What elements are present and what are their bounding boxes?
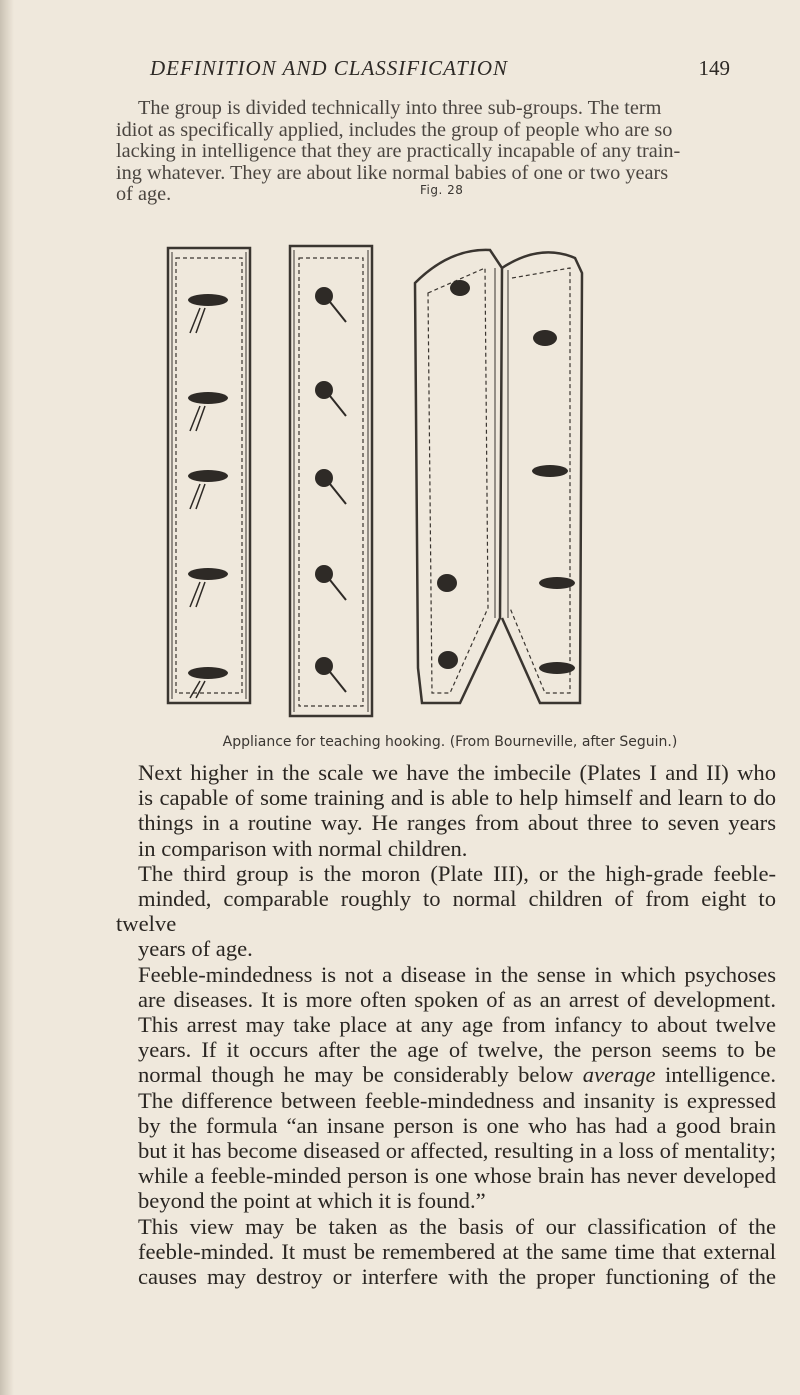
running-head-title: DEFINITION AND CLASSIFICATION (150, 56, 509, 80)
text-line: is capable of some training and is able to help himself and learn to do (138, 785, 776, 811)
text-line: things in a routine way. He ranges from about three to seven years (138, 810, 776, 836)
intro-line: The group is divided technically into three sub-groups. The term (138, 97, 662, 119)
paragraph-classification (116, 1214, 776, 1290)
page-number: 149 (698, 56, 730, 80)
intro-line: lacking in intelligence that they are practically incapable of any train- (116, 140, 681, 162)
text-line: years of age. (138, 936, 253, 962)
intro-line: idiot as specifically applied, includes the group of people who are so (116, 118, 673, 141)
emphasis-average: average (582, 1062, 656, 1088)
intro-line: ing whatever. They are about like normal babies of one or two years (116, 161, 669, 184)
page-binding-shadow (0, 0, 14, 1395)
text-line: beyond the point at which it is found.” (138, 1188, 486, 1214)
body-text (116, 760, 776, 1289)
hooks-middle (315, 287, 333, 675)
intro-line: of age. (116, 183, 172, 205)
text-line: while a feeble-minded person is one whose brain has never developed (138, 1163, 776, 1189)
text-line-with-emphasis (116, 1062, 776, 1087)
figure-caption: Appliance for teaching hooking. (From Bourneville, after Seguin.) (222, 734, 678, 750)
paragraph-imbecile (116, 760, 776, 861)
text-line: This view may be taken as the basis of our classification of the (138, 1213, 776, 1239)
text-line: but it has become diseased or affected, resulting in a loss of mentality; (138, 1138, 776, 1164)
text-line: in comparison with normal children. (138, 835, 468, 861)
text-line: The difference between feeble-mindedness and insanity is expressed (138, 1087, 776, 1113)
text-segment: normal though he may be considerably below (138, 1062, 574, 1088)
hooks-left (188, 294, 228, 679)
text-line: by the formula “an insane person is one who has had a good brain (138, 1112, 776, 1138)
paragraph-moron (116, 861, 776, 962)
text-line: The third group is the moron (Plate III), or the high-grade feeble- (138, 860, 776, 886)
text-line: causes may destroy or interfere with the proper functioning of the (138, 1264, 776, 1290)
text-line: years. If it occurs after the age of twelve, the person seems to be (138, 1037, 776, 1063)
hooking-appliance-figure (150, 198, 710, 728)
hooks-right (437, 280, 575, 674)
text-line: minded, comparable roughly to normal children of from eight to twelve (116, 886, 776, 937)
paragraph-feeble-mindedness (116, 962, 776, 1214)
text-line: This arrest may take place at any age from infancy to about twelve (138, 1012, 776, 1038)
text-line: feeble-minded. It must be remembered at the same time that external (138, 1238, 776, 1264)
text-line: are diseases. It is more often spoken of as an arrest of development. (138, 986, 776, 1012)
figure-label: Fig. 28 (420, 183, 464, 197)
text-segment: intelligence. (664, 1062, 776, 1088)
text-line: Next higher in the scale we have the imbecile (Plates I and II) who (138, 760, 776, 785)
text-line: Feeble-mindedness is not a disease in the sense in which psychoses (138, 961, 776, 987)
